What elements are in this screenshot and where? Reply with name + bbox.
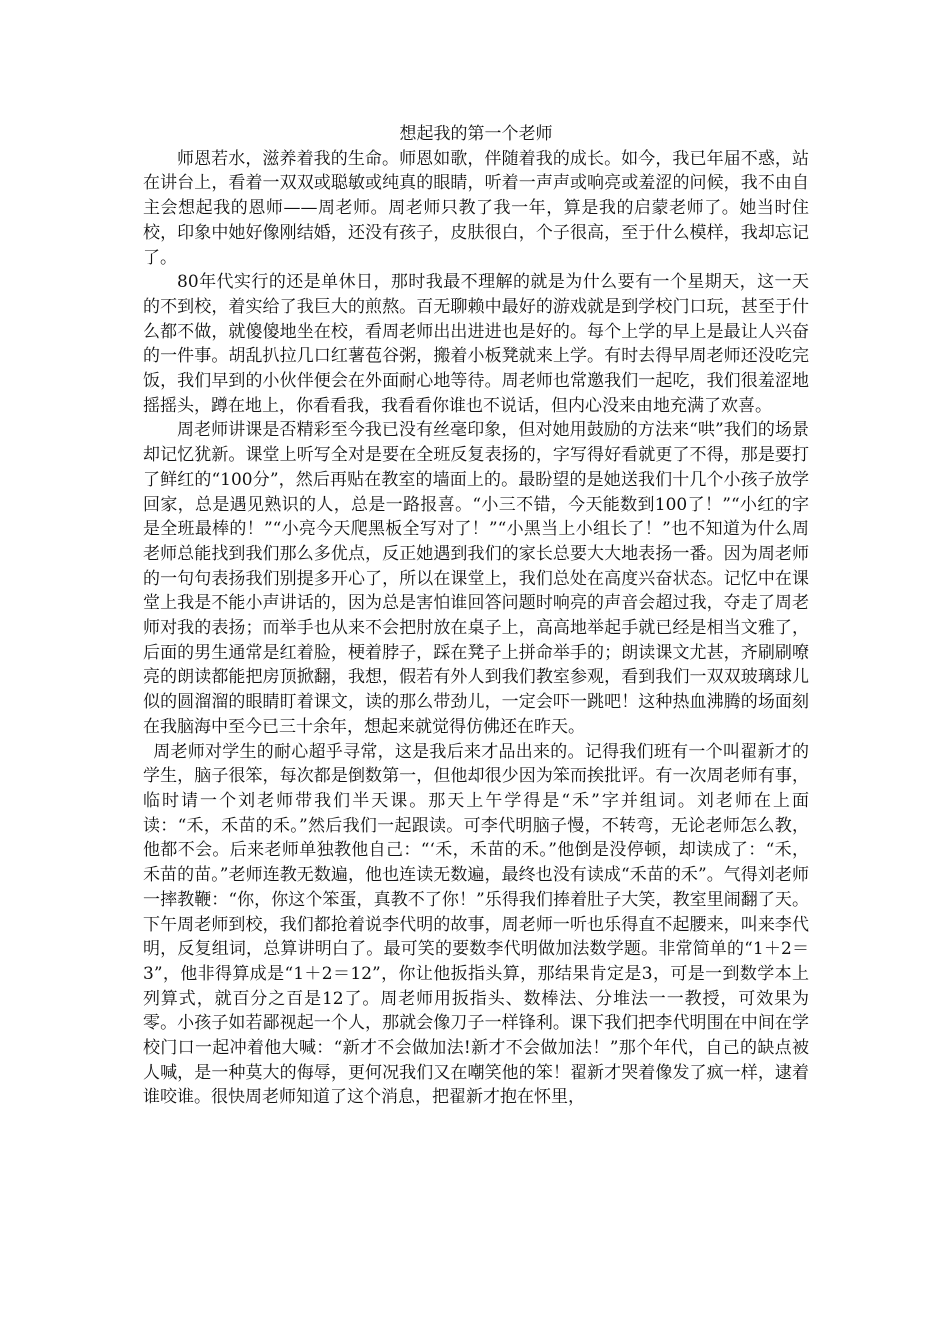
- document-body: [143, 122, 809, 1110]
- paragraph-4: 周老师对学生的耐心超乎寻常，这是我后来才品出来的。记得我们班有一个叫翟新才的学生，脑子很笨，每次都是倒数第一，但他却很少因为笨而挨批评。有一次周老师有事，临时请一个刘老师带我们半天课。那天上午学得是“禾”字并组词。刘老师在上面读：“禾，禾苗的禾。”然后我们一起跟读。可李代明脑子慢，不转弯，无论老师怎么教，他都不会。后来老师单独教他自己：“‘禾，禾苗的禾。”他倒是没停顿，却读成了：“禾，禾苗的苗。”老师连教无数遍，他也连读无数遍，最终也没有读成“禾苗的禾”。气得刘老师一摔教鞭：“你，你这个笨蛋，真教不了你！”乐得我们捧着肚子大笑，教室里闹翻了天。下午周老师到校，我们都抢着说李代明的故事，周老师一听也乐得直不起腰来，叫来李代明，反复组词，总算讲明白了。最可笑的要数李代明做加法数学题。非常简单的“1＋2＝3”，他非得算成是“1＋2＝12”，你让他扳指头算，那结果肯定是3，可是一到数学本上列算式，就百分之百是12了。周老师用扳指头、数棒法、分堆法一一教授，可效果为零。小孩子如若鄙视起一个人，那就会像刀子一样锋利。课下我们把李代明围在中间在学校门口一起冲着他大喊：“新才不会做加法!新才不会做加法！”那个年代，自己的缺点被人喊，是一种莫大的侮辱，更何况我们又在嘲笑他的笨！翟新才哭着像发了疯一样，逮着谁咬谁。很快周老师知道了这个消息，把翟新才抱在怀里，: [143, 741, 809, 1108]
- paragraph-1: 师恩若水，滋养着我的生命。师恩如歌，伴随着我的成长。如今，我已年届不惑，站在讲台上，看着一双双或聪敏或纯真的眼睛，听着一声声或响亮或羞涩的问候，我不由自主会想起我的恩师——周老师。周老师只教了我一年，算是我的启蒙老师了。她当时住校，印象中她好像刚结婚，还没有孩子，皮肤很白，个子很高，至于什么模样，我却忘记了。: [143, 148, 809, 268]
- document-title: 想起我的第一个老师: [399, 124, 553, 144]
- paragraph-3: 周老师讲课是否精彩至今我已没有丝毫印象，但对她用鼓励的方法来“哄”我们的场景却记忆犹新。课堂上听写全对是要在全班反复表扬的，字写得好看就更了不得，那是要打了鲜红的“100分”，然后再贴在教室的墙面上的。最盼望的是她送我们十几个小孩子放学回家，总是遇见熟识的人，总是一路报喜。“小三不错，今天能数到100了！”“小红的字是全班最棒的！”“小亮今天爬黑板全写对了！”“小黑当上小组长了！”也不知道为什么周老师总能找到我们那么多优点，反正她遇到我们的家长总要大大地表扬一番。因为周老师的一句句表扬我们别提多开心了，所以在课堂上，我们总处在高度兴奋状态。记忆中在课堂上我是不能小声讲话的，因为总是害怕谁回答问题时响亮的声音会超过我，夺走了周老师对我的表扬；而举手也从来不会把肘放在桌子上，高高地举起手就已经是相当文雅了，后面的男生通常是红着脸，梗着脖子，踩在凳子上拼命举手的；朗读课文尤甚，齐刷刷嘹亮的朗读都能把房顶掀翻，我想，假若有外人到我们教室参观，看到我们一双双玻璃球儿似的圆溜溜的眼睛盯着课文，读的那么带劲儿，一定会吓一跳吧！这种热血沸腾的场面刻在我脑海中至今已三十余年，想起来就觉得仿佛还在昨天。: [143, 420, 809, 737]
- paragraph-2: 80年代实行的还是单休日，那时我最不理解的就是为什么要有一个星期天，这一天的不到校，着实给了我巨大的煎熬。百无聊赖中最好的游戏就是到学校门口玩，甚至于什么都不做，就傻傻地坐在校，看周老师出出进进也是好的。每个上学的早上是最让人兴奋的一件事。胡乱扒拉几口红薯苞谷粥，搬着小板凳就来上学。有时去得早周老师还没吃完饭，我们早到的小伙伴便会在外面耐心地等待。周老师也常邀我们一起吃，我们很羞涩地摇摇头，蹲在地上，你看看我，我看看你谁也不说话，但内心没来由地充满了欢喜。: [143, 272, 809, 416]
